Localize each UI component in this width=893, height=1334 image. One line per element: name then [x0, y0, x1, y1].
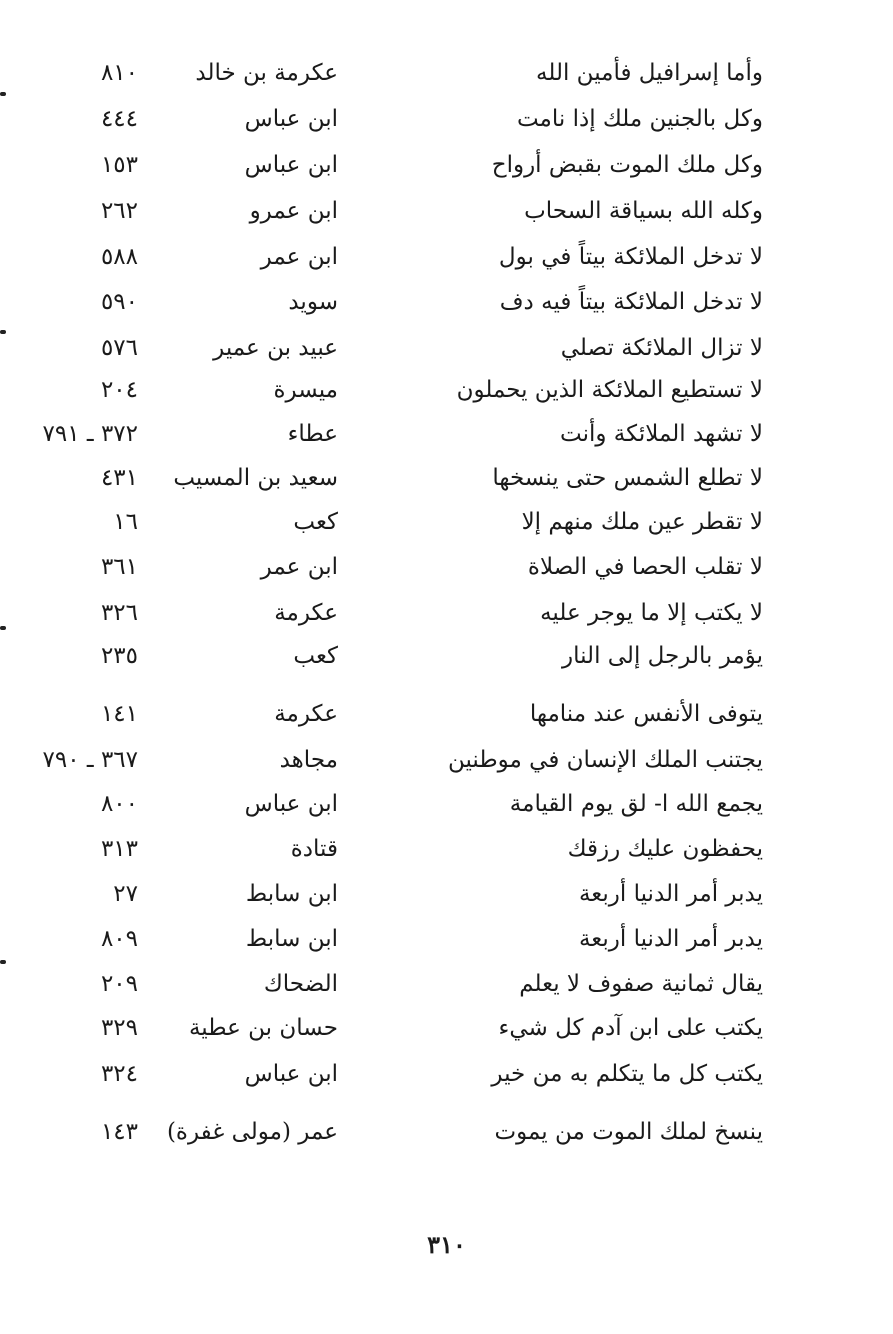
entry-text: لا تدخل الملائكة بيتاً فيه دف — [499, 289, 763, 315]
entry-narrator: مجاهد — [279, 747, 338, 773]
entry-narrator: ابن عباس — [244, 1061, 338, 1087]
entry-page-ref: ٨٠٠ — [100, 791, 138, 817]
entry-text: يدبر أمر الدنيا أربعة — [578, 926, 763, 952]
entry-text: وكل ملك الموت بقبض أرواح — [491, 152, 763, 178]
entry-text: يدبر أمر الدنيا أربعة — [578, 881, 763, 907]
entry-narrator: ابن عمرو — [249, 198, 338, 224]
entry-narrator: عبيد بن عمير — [213, 335, 338, 361]
page-number: ٣١٠ — [427, 1230, 466, 1259]
entry-page-ref: ٣٢٤ — [100, 1061, 138, 1087]
entry-narrator: ميسرة — [273, 377, 338, 403]
entry-text: يحفظون عليك رزقك — [567, 836, 763, 862]
entry-text: لا تطلع الشمس حتى ينسخها — [492, 465, 763, 491]
entry-narrator: عكرمة — [274, 600, 338, 626]
index-entry — [0, 51, 893, 95]
entry-page-ref: ٥٨٨ — [100, 244, 138, 270]
index-entry — [0, 97, 893, 141]
entry-page-ref: ١٤١ — [100, 701, 138, 727]
entry-text: لا تستطيع الملائكة الذين يحملون — [456, 377, 763, 403]
index-entry — [0, 782, 893, 826]
margin-mark — [0, 626, 6, 630]
entry-text: ينسخ لملك الموت من يموت — [494, 1119, 763, 1145]
entry-page-ref: ١٦ — [113, 509, 138, 535]
entry-text: يقال ثمانية صفوف لا يعلم — [519, 971, 763, 997]
entry-narrator: ابن عباس — [244, 152, 338, 178]
entry-page-ref: ٥٧٦ — [100, 335, 138, 361]
entry-narrator: سعيد بن المسيب — [173, 465, 338, 491]
entry-page-ref: ٥٩٠ — [100, 289, 138, 315]
index-entry — [0, 634, 893, 678]
margin-mark — [0, 960, 6, 964]
entry-narrator: ابن عباس — [244, 791, 338, 817]
entry-narrator: الضحاك — [263, 971, 338, 997]
entry-page-ref: ٣١٣ — [100, 836, 138, 862]
entry-page-ref: ٣٧٢ ـ ٧٩١ — [42, 421, 138, 447]
entry-text: يكتب على ابن آدم كل شيء — [498, 1015, 763, 1041]
entry-page-ref: ٣٢٩ — [100, 1015, 138, 1041]
entry-narrator: كعب — [293, 643, 338, 669]
entry-page-ref: ٤٣١ — [100, 465, 138, 491]
entry-narrator: ابن سابط — [245, 926, 338, 952]
index-entry — [0, 1006, 893, 1050]
entry-narrator: ابن سابط — [245, 881, 338, 907]
index-entry — [0, 872, 893, 916]
entry-page-ref: ٤٤٤ — [100, 106, 138, 132]
entry-page-ref: ٨١٠ — [100, 60, 138, 86]
index-entry — [0, 827, 893, 871]
entry-page-ref: ٢٠٩ — [100, 971, 138, 997]
index-entry — [0, 545, 893, 589]
entry-text: وكل بالجنين ملك إذا نامت — [516, 106, 763, 132]
entry-text: وأما إسرافيل فأمين الله — [536, 60, 763, 86]
index-entry — [0, 368, 893, 412]
index-entry — [0, 500, 893, 544]
index-entry — [0, 456, 893, 500]
entry-narrator: حسان بن عطية — [188, 1015, 338, 1041]
entry-text: لا تزال الملائكة تصلي — [560, 335, 763, 361]
entry-page-ref: ٣٦٧ ـ ٧٩٠ — [42, 747, 138, 773]
entry-text: لا يكتب إلا ما يوجر عليه — [540, 600, 763, 626]
margin-mark — [0, 330, 6, 334]
entry-narrator: عكرمة — [274, 701, 338, 727]
entry-text: يجتنب الملك الإنسان في موطنين — [447, 747, 763, 773]
entry-text: يتوفى الأنفس عند منامها — [529, 701, 763, 727]
entry-narrator: ابن عمر — [260, 244, 338, 270]
entry-narrator: عمر (مولى غفرة) — [166, 1119, 338, 1145]
index-entry — [0, 189, 893, 233]
entry-page-ref: ٢٦٢ — [100, 198, 138, 224]
entry-page-ref: ١٥٣ — [100, 152, 138, 178]
entry-text: لا تدخل الملائكة بيتاً في بول — [498, 244, 763, 270]
index-entry — [0, 412, 893, 456]
entry-text: يكتب كل ما يتكلم به من خير — [491, 1061, 763, 1087]
entry-text: لا تقلب الحصا في الصلاة — [527, 554, 763, 580]
index-entry — [0, 962, 893, 1006]
entry-narrator: كعب — [293, 509, 338, 535]
entry-narrator: ابن عمر — [260, 554, 338, 580]
entry-text: لا تقطر عين ملك منهم إلا — [521, 509, 763, 535]
margin-mark — [0, 92, 6, 96]
entry-page-ref: ٣٦١ — [100, 554, 138, 580]
entry-page-ref: ٢٠٤ — [100, 377, 138, 403]
index-entry — [0, 692, 893, 736]
entry-page-ref: ٢٣٥ — [100, 643, 138, 669]
index-entry — [0, 917, 893, 961]
entry-narrator: عكرمة بن خالد — [195, 60, 338, 86]
index-entry — [0, 143, 893, 187]
index-entry — [0, 235, 893, 279]
index-entry — [0, 738, 893, 782]
index-entry — [0, 280, 893, 324]
entry-text: لا تشهد الملائكة وأنت — [560, 421, 763, 447]
entry-narrator: سويد — [288, 289, 338, 315]
entry-narrator: قتادة — [290, 836, 338, 862]
entry-page-ref: ٣٢٦ — [100, 600, 138, 626]
entry-text: وكله الله بسياقة السحاب — [524, 198, 763, 224]
entry-page-ref: ٨٠٩ — [100, 926, 138, 952]
entry-page-ref: ١٤٣ — [100, 1119, 138, 1145]
index-entry — [0, 1052, 893, 1096]
index-entry — [0, 326, 893, 370]
index-entry — [0, 1110, 893, 1154]
entry-page-ref: ٢٧ — [113, 881, 138, 907]
entry-narrator: عطاء — [287, 421, 338, 447]
entry-narrator: ابن عباس — [244, 106, 338, 132]
entry-text: يجمع الله ا- لق يوم القيامة — [509, 791, 763, 817]
index-entry — [0, 591, 893, 635]
entry-text: يؤمر بالرجل إلى النار — [562, 643, 763, 669]
